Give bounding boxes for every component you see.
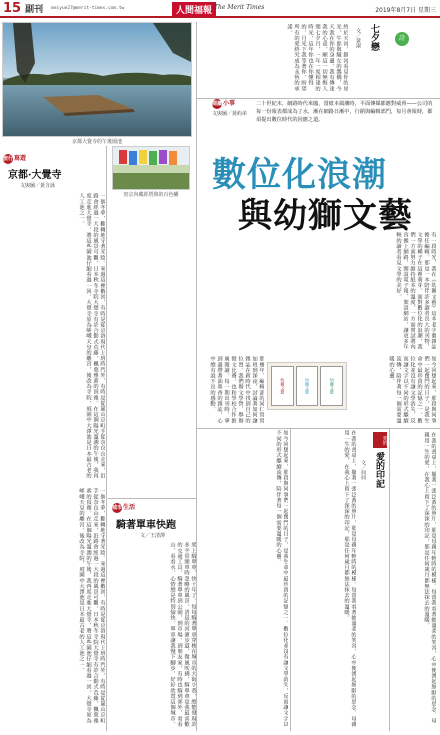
- section-name: 副刊: [25, 4, 44, 15]
- magazine-cover: 幼獅文藝: [271, 366, 294, 406]
- love-article-body: 在我的書桌上，擺著一張泛黃的照片，那是母親年輕時的模樣。每當我看著她溫柔的笑容，心中便湧起無限的思念。母親用一生的愛，在我心上留下了深深的印記，那是任何歲月都無法抹去的溫暖。: [343, 430, 356, 727]
- column-rule: [290, 428, 291, 731]
- column-rule: [389, 428, 390, 731]
- flags-photo-caption: 密宗內藏經塔與的百色幡: [123, 192, 179, 198]
- love-article-byline: 文／何何: [360, 460, 366, 480]
- travel-column-label: 旅行寫遊: [3, 155, 27, 162]
- travel-article-byline: 文與圖／黃含詠: [20, 183, 56, 189]
- magazine-covers-photo: [267, 362, 347, 410]
- flags-photo: [112, 146, 190, 190]
- main-headline-line1: 數位化浪潮: [212, 155, 387, 195]
- city-article-title: 騎著單車快跑: [116, 520, 176, 531]
- magazine-cover: 幼獅文藝: [296, 366, 319, 406]
- lake-photo-caption: 京都大覺寺的午後園池: [71, 139, 122, 145]
- love-column-badge: 愛的: [373, 432, 387, 448]
- lake-photo: [2, 22, 192, 137]
- newspaper-logo: 人間福報: [172, 2, 216, 17]
- travel-article-title: 京都·大覺寺: [8, 170, 62, 181]
- main-article-body-lower: 如今回想起來，那段與同事們一起奮鬥的日子，是我生命中最珍貴的記憶之一。數位化並沒有讓文學消失，反而讓文字以不同的形式繼續流傳，陪伴著每一個需要溫暖的心靈。: [275, 430, 288, 727]
- main-article-body-b: 那幾年，編輯部的同仁常常加班到深夜，討論著如何讓雜誌在新時代中找到自己的位置。我們辦文學營、舉辦徵文比賽，也和學校合作推廣閱讀。每一期出刊時，拿到還帶著油墨香的雜誌，心中總有說不出的感動。: [209, 356, 264, 424]
- editor-email: meiyue27@merit-times.com.tw: [51, 5, 125, 11]
- page-number: 15: [3, 0, 22, 16]
- travel-badge-icon: 旅行: [3, 156, 14, 162]
- divider: [196, 428, 440, 429]
- main-article-body-a: 有一段時光，我在《幼獅文藝》這本老字號雜誌擔任編輯。那是一本陪伴許多讀者長大的刊物，文學的種子在這裡萌芽。面對數位化的浪潮，我們一方面努力維持紙本的溫度，一方面嘗試將內容搬上網路，開設電子報、架設網站，讓更多年輕的讀者看見文學的美好。: [395, 232, 436, 350]
- love-article-title: 愛的印記: [374, 452, 384, 488]
- main-article-byline: 文與圖／黃約弟: [212, 111, 248, 117]
- poetry-badge-icon: 詩: [395, 32, 409, 46]
- main-article-lede: 二十世紀末，網路時代來臨，當紙本風潮時，平面傳媒都應對威脅——公司的每一份報表都成為了水，漸在網路日漸中，行銷與編輯部門，每月會報時，都須提出數位時代的因應之道。: [256, 101, 433, 123]
- poem-title: 七夕戀: [369, 24, 379, 51]
- magazine-cover: 幼獅文藝: [320, 366, 343, 406]
- city-column-label: 城市生活: [112, 504, 136, 511]
- reading-badge-icon: 閱讀: [212, 101, 223, 107]
- love-article-body-cont: 在我的書桌上，擺著一張泛黃的照片，那是母親年輕時的模樣。每當我看著她溫柔的笑容，心中便湧起無限的思念。母親用一生的愛，在我心上留下了深深的印記，那是任何歲月都無法抹去的溫暖。: [423, 432, 436, 724]
- main-headline-line2: 與幼獅文藝: [238, 196, 413, 236]
- issue-date: 2019年8月7日 星期三: [375, 7, 436, 14]
- newspaper-logo-en: The Merit Times: [214, 4, 265, 11]
- column-rule: [196, 22, 197, 731]
- poem-byline: 文／黃淑: [355, 28, 361, 48]
- column-rule: [106, 146, 107, 731]
- poem-body: 終於天河，銀河看見你的星光，牛郎與織女的鵲橋，今天我在你的身邊，我有傳達我的心意，願這一切無悔人間七夕月，一年一度相逢的時光，這年你也在你懂得的，月光下我等著你，盼望所有的愛終究成為永恆的承諾。: [286, 24, 348, 92]
- travel-article-body-cont: 一個冬夢，翻轉地守著光陰。來過這裡數回，有時是從京洛現代上班時門外，有時是從嵐山京町手從奈良山走來，沿路會經過一大段的風景可觀，日本秋冬寺院大覺寺有許合勤式荒藤，楓葉雅素的頂雅。在這個陽光溫潤的午後，我再度走進大覺寺，將這些園池仔細看過一回。大覺寺原為嵯峨天皇的離宮，後改為寺院，庭園中大澤池是日本最古老的人工池之一。: [78, 488, 105, 724]
- city-article-body: 愛上騎單車，快十年了。每每騎著單車穿梭在城市的大街小巷，總能發現許多平常開車時忽略的風景。清晨的河濱步道，微風吹拂，騎單車是我最喜歡的交通工具。騎著單車到公園，到市場，到朋友家，有時也騎到郊外，看看山，看看水，心情總是特別愉快。單車讓我慢下腳步，好好欣賞這個城市。: [169, 542, 196, 727]
- divider: [196, 98, 440, 99]
- reading-column-label: 閱讀小事: [212, 100, 236, 107]
- city-article-byline: 文／王清澤: [140, 533, 166, 539]
- main-article-body-c: 如今回想起來，那段與同事們一起奮鬥的日子，是我生命中最珍貴的記憶之一。數位化並沒有讓文學消失，反而讓文字以不同的形式繼續流傳，陪伴著每一個需要溫暖的心靈。: [388, 356, 436, 424]
- city-badge-icon: 城市: [112, 505, 123, 511]
- travel-article-body: 一個冬夢，翻轉地守著光陰。來過這裡數回，有時是從京洛現代上班時門外，有時是從嵐山京町手從奈良山走來，沿路會經過一大段的風景可觀，日本秋冬寺院大覺寺有許合勤式荒藤，楓葉雅素的頂雅。在這個陽光溫潤的午後，我再度走進大覺寺，將這些園池仔細看過一回。大覺寺原為嵯峨天皇的離宮，後改為寺院，庭園中大澤池是日本最古老的人工池之一。: [78, 193, 105, 479]
- divider: [108, 498, 196, 499]
